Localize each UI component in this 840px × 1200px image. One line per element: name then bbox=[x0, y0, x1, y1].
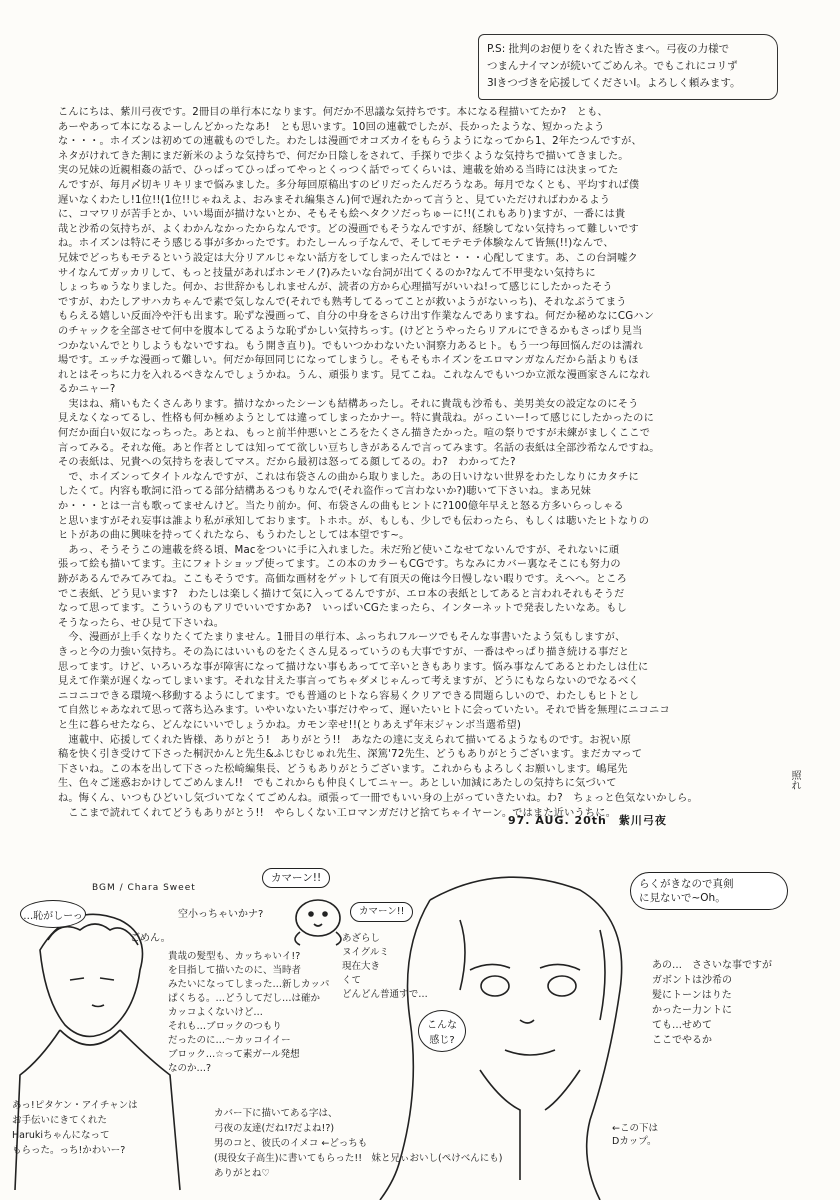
body-line: ですが、わたしアサハカちゃんで素で気しなんで(それでも熟考してるってことが救いようがないっち)、それなぶうてまう bbox=[58, 296, 627, 308]
side-note-tere: 照れ bbox=[789, 770, 800, 790]
tone-note bbox=[652, 958, 772, 1048]
cover-line: 男のコと、彼氏のイメコ ←どっちも bbox=[214, 1138, 368, 1149]
body-line: 哉と沙希の気持ちが、よくわかんなかったからなんです。どの漫画でもそうなんですが、経験してない気持ちって難しいです bbox=[58, 223, 639, 235]
seal-doodle bbox=[295, 900, 341, 945]
body-line: なって思ってます。こういうのもアリでいいですかあ? いっぱいCGたまったら、インターネットで発表したいなあ。もし bbox=[58, 603, 627, 615]
body-line: 張って絵も描いてます。主にフォトショップ使ってます。この本のカラーもCGです。ちなみにカバー裏なそこにも努力の bbox=[58, 559, 621, 571]
body-line: あーやあって本になるよーしんどかったなあ! とも思います。10回の連載でしたが、長かったような、短かったよう bbox=[58, 121, 605, 133]
body-line: れとはそっちに力を入れるべきなんでしょうかね。うん、頑張ります。見てこね。これなんでもいつか立派な漫画家さんになれ bbox=[58, 369, 650, 381]
tone-line: ガボントは沙希の bbox=[652, 975, 732, 986]
tone-line: かったー力ントに bbox=[652, 1005, 732, 1016]
body-line: て自然じゃあなれて思って落ち込みます。いやいないたい事だけやって、遅いたいヒトに会っていたい。それで皆を無理にニコニコ bbox=[58, 705, 670, 717]
body-line: こんにちは、紫川弓夜です。2冊目の単行本になります。何だか不思議な気持ちです。本になる程描いてたか? とも、 bbox=[58, 107, 608, 118]
hair-note-line: みたいになってしまった…新しカッパ bbox=[168, 979, 330, 990]
body-line: そうなったら、せひ見て下さいね。 bbox=[58, 617, 225, 629]
body-line: 今、漫画が上手くなりたくてたまりません。1冊目の単行本、ふっちれフルーツでもそんな事書いたよう気もしますが、 bbox=[58, 632, 626, 644]
ps-line: つまんナイマンが続いてごめんネ。でもこれにコリず bbox=[487, 60, 738, 72]
body-line: 稿を快く引き受けて下さった桐沢かんと先生&ふじむじゅれ先生、深篤'72先生、どうもありがとうございます。まだカマって bbox=[58, 749, 643, 761]
body-line: のチャックを全部させて何中を腹本してるような恥ずかしい気持ちっす。(けどとうやったらリアルにできるかもさっぱり見当 bbox=[58, 325, 643, 337]
hair-note-line: それも…ブロックのつもり bbox=[168, 1021, 282, 1032]
body-line: しょっちゅうなりました。何か、お世辞かもしれませんが、読者の方から心理描写がいいね!って感じにしたかったそう bbox=[58, 282, 613, 294]
azarashi-note bbox=[342, 932, 428, 1002]
hair-note-line: ぱくちる。…どうしてだし…は確か bbox=[168, 993, 321, 1004]
body-line: に、コマワリが苦手とか、いい場面が描けないとか、そもそも絵ヘタクソだっちゅーに!!(これもあり)ますが、一番には貴 bbox=[58, 209, 626, 221]
dcup-line: Dカップ。 bbox=[612, 1136, 657, 1147]
konna-bubble bbox=[418, 1010, 466, 1052]
body-line: ね。ホイズンは特にそう感じる事が多かったです。わたしーんっ子なんで、そしてモテモテ体験なんて皆無(!!)なんで、 bbox=[58, 238, 614, 250]
hair-note-line: を目指して描いたのに、当時者 bbox=[168, 965, 302, 976]
cover-line: カバー下に描いてある字は、 bbox=[214, 1108, 338, 1119]
small-sky-note: 空小っちゃいかナ? bbox=[178, 909, 264, 920]
body-line: したくて。内容も歌詞に沿ってる部分結構あるつもりなんで(それ盗作って言わないか?)聴いて下さいね。まあ兄妹 bbox=[58, 486, 592, 498]
cover-line: (現役女子高生)に書いてもらった!! 妹と兄ぃおいし(ぺけべんにも) bbox=[214, 1153, 503, 1164]
body-line: んですが、毎月〆切キリキリまで悩みました。多分毎回原稿出すのビリだったんだろうなあ。毎月でなくとも、平均すれば僕 bbox=[58, 179, 640, 191]
tone-line: ここでやるか bbox=[652, 1035, 712, 1046]
hair-note-line: 貴哉の髪型も、カッちゃいイ!? bbox=[168, 951, 301, 962]
body-line: 思ってます。けど、いろいろな事が障害になって描けない事もあってて辛いときもあります。悩み事なんてあるとわたしは仕に bbox=[58, 661, 649, 673]
body-line: と思いますがそれ妄事は誰より私が承知しております。トホホ。が、もしも、少しでも伝わったら、もしくは聴いたヒトなりの bbox=[58, 515, 650, 527]
ps-line: P.S: 批判のお便りをくれた皆さまへ。弓夜の力様で bbox=[487, 43, 730, 55]
cover-note bbox=[214, 1106, 502, 1181]
hair-note-line: だったのに…〜カッコイイー bbox=[168, 1035, 291, 1046]
body-line: ヒトがあの曲に興味を持ってくれたなら、もうわたしとしては本望です~。 bbox=[58, 530, 410, 542]
body-line: で、ホイズンってタイトルなんですが、これは布袋さんの曲から取りました。あの日いけない世界をわたしなりにカタチに bbox=[58, 471, 639, 483]
hair-note-line: カッコよくないけど… bbox=[168, 1007, 263, 1018]
embarrassed-text: …恥がしーっ bbox=[23, 910, 83, 922]
body-line: サイなんてガッカリして、もっと技量があればホンモノ(?)みたいな台詞が出てくるのか?なんて不甲斐ない気持ちに bbox=[58, 267, 596, 279]
helper-line: もらった。っち!かわいー? bbox=[12, 1145, 126, 1156]
body-line: あっ、そうそうこの連載を終る頃、Macをついに手に入れました。未だ殆ど使いこなせてないんですが、それないに頑 bbox=[58, 544, 620, 556]
body-line: 実の兄妹の近親相姦の話で、ひっぱってひっぱってやっとくっつく話でってくらいは、連載を始める当時には決まってた bbox=[58, 165, 619, 177]
helper-line: お手伝いにきてくれた bbox=[12, 1115, 108, 1126]
body-line: 見えて作業が遅くなってしまいます。それな甘えた事言ってちゃダメじゃんって考えますが、どうにもならないのでなるべく bbox=[58, 676, 639, 688]
azarashi-line: ヌイグルミ bbox=[342, 947, 389, 958]
body-line: その表紙は、兄貴への気持ちを表してマス。だから最初は怒ってる顔してるの。わ? わかってた? bbox=[58, 457, 516, 469]
dcup-line: ←この下は bbox=[612, 1123, 658, 1134]
kamaan-seal-bubble: カマーン!! bbox=[350, 902, 413, 922]
hair-note-line: なのか…? bbox=[168, 1063, 212, 1074]
azarashi-line: どんどん普通すで… bbox=[342, 989, 428, 1000]
body-line: 何だか面白い奴になっちった。あとね、もっと前半仲悪いところをたくさん描きたかった。喧の祭りですが未練がましくここで bbox=[58, 428, 651, 440]
body-line: つかないんでとりしようもないですね。もう開き直り)。でもいつかわないたい洞察力あるヒト。もう一つ毎回悩んだのは濡れ bbox=[58, 340, 643, 352]
rakugaki-bubble bbox=[630, 872, 788, 910]
body-line: 場です。エッチな漫画って難しい。何だか毎回同じになってしまうし。そもそもホイズンをエロマンガなんだから話よりもほ bbox=[58, 355, 639, 367]
body-line: ここまで読れてくれてどうもありがとう!! やらしくない工ロマンガだけど捨てちゃイヤーン。ではまた近いうちに。 bbox=[58, 807, 617, 819]
tone-line: あの… ささいな事ですが bbox=[652, 960, 772, 971]
body-line: でこ表紙、どう見います? わたしは楽しく描けて気に入ってるんですが、エロ本の表紙としてあると言われそれもそうだ bbox=[58, 588, 625, 600]
azarashi-line: くて bbox=[342, 975, 362, 986]
body-line: 言ってみる。それな俺。あと作者としては知ってて欲しい豆ちしきがあるんで言ってみます。名話の表紙は全部沙希なんですね。 bbox=[58, 442, 660, 454]
afterword-body bbox=[58, 106, 786, 821]
rakugaki-line: らくがきなので真剣 bbox=[639, 878, 734, 890]
body-line: 連載中、応援してくれた皆様、ありがとう! ありがとう!! あなたの達に支えられて描いてるようなものです。お祝い原 bbox=[58, 734, 631, 746]
body-line: きっと今の力強い気持ち。その為にはいいものをたくさん見るっていうのも大事ですが、一番はやっぱり描き続ける事だと bbox=[58, 646, 630, 658]
body-line: 兄妹でどっちもモテるという設定は大分リアルじゃない話方をしてしまったんではと・・・心配してます。あ、この台詞嘘ク bbox=[58, 252, 638, 264]
body-line: 見えなくなってるし、性格も何か極めようとしては違ってしまったかナー。特に貴哉ね。がっこいー!って感じにしたかったのに bbox=[58, 413, 654, 425]
body-line: 下さいね。この本を出して下さった松崎編集長、どうもありがとうございます。これからもよろしくお願いします。嶋尾先 bbox=[58, 763, 628, 775]
azarashi-line: あざらし bbox=[342, 933, 381, 944]
body-line: か・・・とは一言も歌ってませんけど。当たり前か。何、布袋さんの曲もヒントに?100億年早えと怒る方多いらっしゃる bbox=[58, 501, 624, 513]
cover-line: 弓夜の友達(だね!?だよね!?) bbox=[214, 1123, 335, 1134]
body-line: 実はね、痛いもたくさんあります。描けなかったシーンも結構あったし。それに貴哉も沙希も、美男美女の設定なのにそう bbox=[58, 398, 639, 410]
rakugaki-line: に見ないで~Oh。 bbox=[639, 892, 726, 904]
body-line: ニコニコできる環境へ移動するようにしてます。でも普通のヒトなら容易くクリアできる問題らしいので、わたしもヒトとし bbox=[58, 690, 639, 702]
body-line: と生に暮らせたなら、どんなにいいでしょうかね。カモン幸せ!!(とりあえず年末ジャンボ当選希望) bbox=[58, 719, 522, 731]
body-line: 遅いなくわたし!1位!!(1位!!じゃねえよ、おみまそれ編集さん)何で遅れたかって言うと、見ていただければわかるよう bbox=[58, 194, 611, 206]
body-line: 生、色々ご迷惑おかけしてごめんまん!! でもこれからも仲良くしてニャー。あとしい加減にあたしの気持ちに気づいて bbox=[58, 778, 617, 790]
signature-date: 97. AUG. 20th 紫川弓夜 bbox=[508, 814, 667, 827]
body-line: るかニャー? bbox=[58, 384, 116, 396]
body-line: な・・・。ホイズンは初めての連載ものでした。わたしは漫画でオコズカイをもらうようになってから1、2年たつんですが、 bbox=[58, 136, 642, 148]
bgm-note: BGM / Chara Sweet bbox=[92, 883, 196, 893]
helper-note bbox=[12, 1098, 138, 1158]
ps-note-box bbox=[478, 34, 778, 100]
sketch-area bbox=[0, 860, 840, 1200]
embarrassed-bubble bbox=[20, 900, 86, 928]
helper-line: Harukiちゃんになって bbox=[12, 1130, 110, 1141]
cover-line: ありがとね♡ bbox=[214, 1168, 271, 1179]
tone-line: 髪にトーンはりた bbox=[652, 990, 732, 1001]
body-line: ね。悔くん、いつもひどいし気づいてなくてごめんね。頑張って一冊でもいい身の上がっていきたいね。わ? ちょっと色気ないかしら。 bbox=[58, 792, 698, 804]
kamaan-bubble: カマーン!! bbox=[262, 868, 330, 888]
tone-line: ても…せめて bbox=[652, 1020, 712, 1031]
ps-line: 3Iきつづきを応援してくださいI。よろしく頼みます。 bbox=[487, 77, 741, 89]
dcup-note bbox=[612, 1122, 658, 1148]
hair-note bbox=[168, 950, 329, 1076]
body-line: 跡があるんでみてみてね。ここもそうです。高価な画材をゲットして有頂天の俺は今日慢しない暇りです。えへへ。ところ bbox=[58, 574, 628, 585]
konna-line: 感じ? bbox=[429, 1035, 455, 1046]
body-line: ネタがけれてきた割にまだ新米のような気持ちで、何だか日陰しをされて、手探りで歩くような気持ちで描いてきました。 bbox=[58, 150, 629, 162]
konna-line: こんな bbox=[427, 1020, 457, 1031]
helper-line: あっ!ピタケン・アイチャンは bbox=[12, 1100, 138, 1111]
gomen-note: ごめん。 bbox=[130, 933, 171, 944]
body-line: もらえる嬉しい反面冷や汗も出ます。恥ずな漫画って、自分の中身をさらけ出す作業なんでありますね。何だか秘めなにCGハン bbox=[58, 311, 655, 323]
azarashi-line: 現在大き bbox=[342, 961, 381, 972]
hair-note-line: ブロック…☆って素ガール発想 bbox=[168, 1049, 300, 1060]
